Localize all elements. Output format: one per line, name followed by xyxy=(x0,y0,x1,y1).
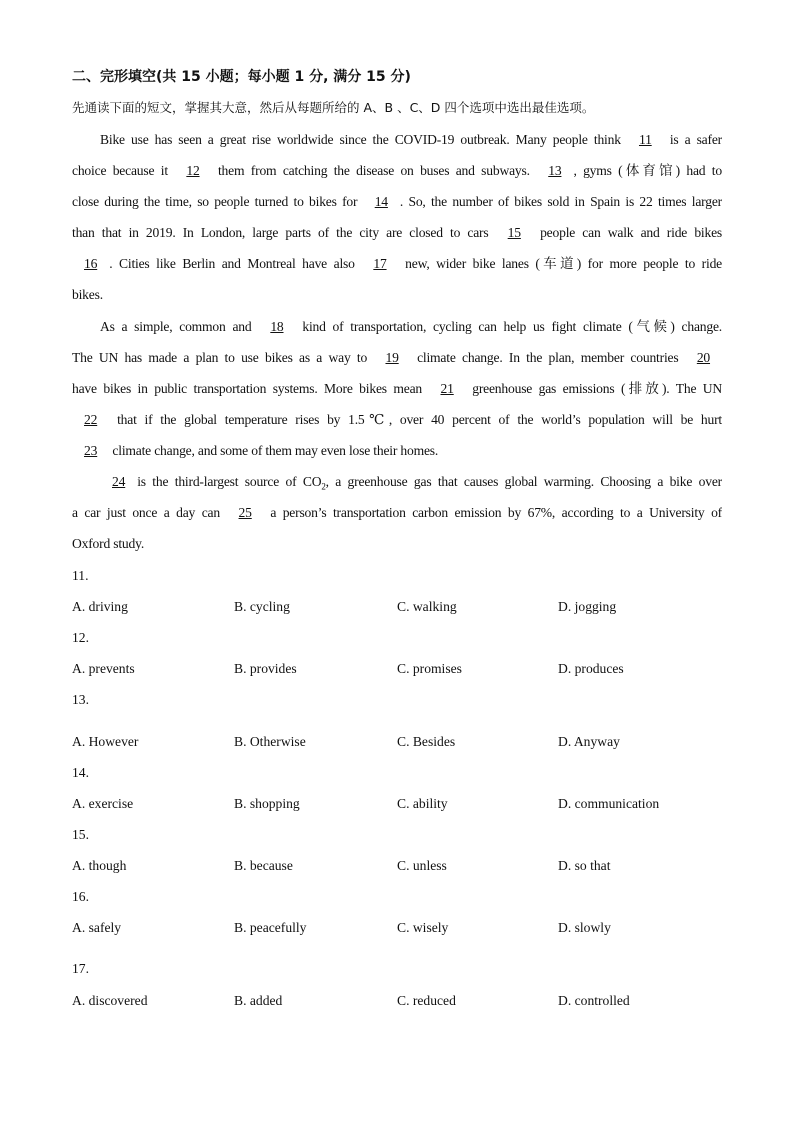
option-row xyxy=(72,726,732,757)
option-row xyxy=(72,653,732,684)
blank-15: 15 xyxy=(507,225,521,241)
blank-11: 11 xyxy=(638,132,652,147)
option-d[interactable]: D. slowly xyxy=(558,920,611,935)
option-a[interactable]: A. driving xyxy=(72,599,128,614)
option-b[interactable]: B. cycling xyxy=(234,599,290,614)
blank-13: 13 xyxy=(548,163,562,179)
passage-line: bikes. xyxy=(72,287,103,303)
option-a[interactable]: A. exercise xyxy=(72,796,134,811)
option-d[interactable]: D. so that xyxy=(558,858,611,873)
option-c[interactable]: C. reduced xyxy=(397,993,456,1008)
option-c[interactable]: C. walking xyxy=(397,599,457,614)
blank-14: 14 xyxy=(374,194,388,210)
blank-24: 24 xyxy=(112,474,126,490)
option-a[interactable]: A. though xyxy=(72,858,127,873)
option-d[interactable]: D. communication xyxy=(558,796,660,811)
instruction-text: 先通读下面的短文，掌握其大意，然后从每题所给的 A、B 、C、D 四个选项中选出最佳选项。 xyxy=(72,100,595,115)
option-c[interactable]: C. unless xyxy=(397,858,447,873)
option-b[interactable]: B. provides xyxy=(234,661,297,676)
option-a[interactable]: A. prevents xyxy=(72,661,135,676)
option-b[interactable]: B. Otherwise xyxy=(234,734,306,749)
blank-17: 17 xyxy=(373,256,387,272)
blank-19: 19 xyxy=(385,349,399,365)
option-c[interactable]: C. promises xyxy=(397,661,462,676)
passage-line: 24 is the third-largest source of $CO_2$, a greenhouse gas that causes global warming. Choosing a bike over xyxy=(72,466,722,497)
option-d[interactable]: D. Anyway xyxy=(558,734,620,749)
option-a[interactable]: A. However xyxy=(72,734,139,749)
option-d[interactable]: D. jogging xyxy=(558,599,617,614)
option-row xyxy=(72,912,732,943)
option-a[interactable]: A. discovered xyxy=(72,993,148,1008)
blank-25: 25 xyxy=(238,505,252,521)
option-row xyxy=(72,985,732,1016)
option-row xyxy=(72,591,732,622)
option-row xyxy=(72,850,732,881)
option-row xyxy=(72,788,732,819)
option-d[interactable]: D. produces xyxy=(558,661,624,676)
blank-21: 21 xyxy=(440,380,454,396)
passage-line: have bikes in public transportation systems. More bikes mean 21 greenhouse gas emissions (排放). The UN xyxy=(72,380,722,396)
blank-22: 22 xyxy=(84,411,98,427)
passage-line: Oxford study. xyxy=(72,536,145,552)
cloze-passage xyxy=(72,124,722,559)
option-b[interactable]: B. peacefully xyxy=(234,920,307,935)
question-number: 11. xyxy=(72,568,89,583)
passage-line: Bike use has seen a great rise worldwide since the COVID-19 outbreak. Many people think 11 is a safer xyxy=(100,132,722,147)
passage-line: As a simple, common and 18 kind of transportation, cycling can help us fight climate (气候) change. xyxy=(100,318,722,334)
question-number: 16. xyxy=(72,889,89,904)
blank-16: 16 xyxy=(84,256,98,272)
question-number: 13. xyxy=(72,692,89,707)
question-number: 15. xyxy=(72,827,89,842)
question-number: 14. xyxy=(72,765,89,780)
passage-line: 16 . Cities like Berlin and Montreal have also 17 new, wider bike lanes (车道) for more people to ride xyxy=(72,248,722,279)
passage-line: The UN has made a plan to use bikes as a way to 19 climate change. In the plan, member countries 20 xyxy=(72,342,722,373)
section-heading: 二、完形填空(共 15 小题；每小题 1 分, 满分 15 分) xyxy=(72,69,411,85)
option-c[interactable]: C. Besides xyxy=(397,734,456,749)
option-b[interactable]: B. added xyxy=(234,993,283,1008)
passage-line: 23 climate change, and some of them may even lose their homes. xyxy=(72,435,722,466)
option-a[interactable]: A. safely xyxy=(72,920,122,935)
option-c[interactable]: C. wisely xyxy=(397,920,449,935)
question-list xyxy=(72,560,732,1016)
option-c[interactable]: C. ability xyxy=(397,796,448,811)
blank-18: 18 xyxy=(270,318,284,334)
option-b[interactable]: B. because xyxy=(234,858,293,873)
passage-line: 22 that if the global temperature rises by 1.5℃, over 40 percent of the world’s population will be hurt xyxy=(72,404,722,435)
option-d[interactable]: D. controlled xyxy=(558,993,630,1008)
passage-line: a car just once a day can 25 a person’s transportation carbon emission by 67%, according to a University of xyxy=(72,505,722,521)
blank-20: 20 xyxy=(696,349,711,365)
question-number: 12. xyxy=(72,630,89,645)
option-b[interactable]: B. shopping xyxy=(234,796,300,811)
passage-line: choice because it 12 them from catching the disease on buses and subways. 13 , gyms (体育馆) had to xyxy=(72,163,722,179)
question-number: 17. xyxy=(72,961,89,976)
blank-12: 12 xyxy=(186,163,200,179)
passage-line: than that in 2019. In London, large parts of the city are closed to cars 15 people can walk and ride bikes xyxy=(72,225,722,241)
passage-line: close during the time, so people turned to bikes for 14 . So, the number of bikes sold in Spain is 22 times larger xyxy=(72,194,722,210)
blank-23: 23 xyxy=(84,442,98,458)
